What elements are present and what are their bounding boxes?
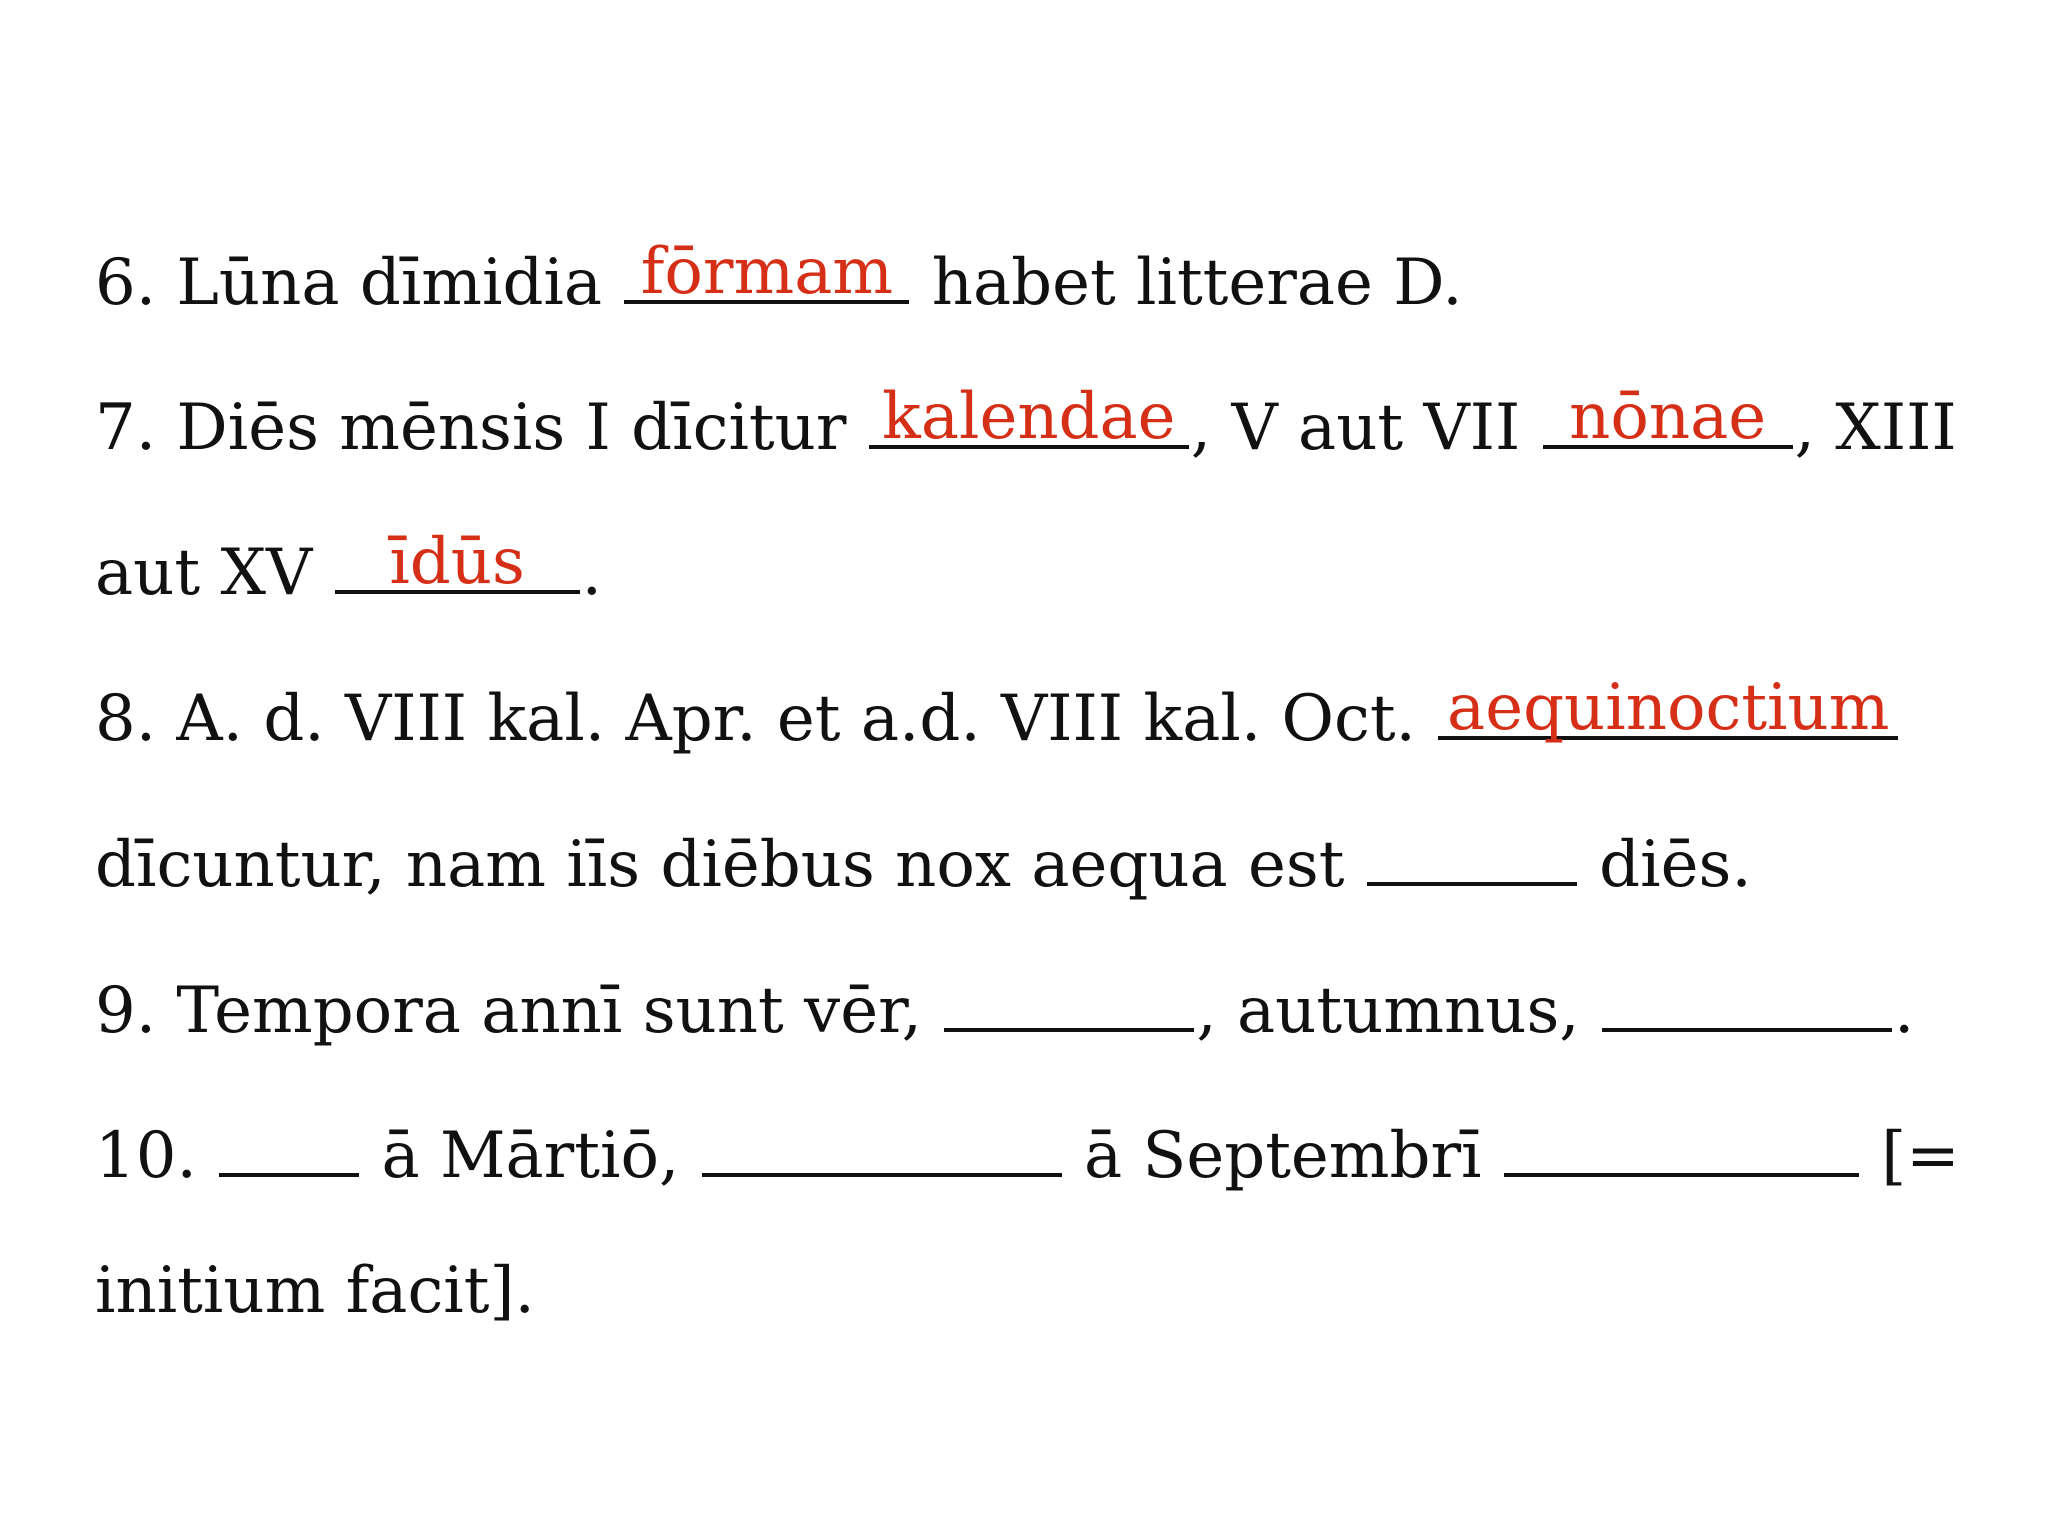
q7-middle-2: , XIII: [1794, 391, 1957, 465]
q10-blank-3[interactable]: [1504, 1113, 1859, 1177]
q9-blank-2[interactable]: [1602, 968, 1892, 1032]
q7-blank-2[interactable]: [1543, 380, 1793, 454]
q10-middle-1: ā Mārtiō,: [381, 1119, 680, 1193]
q10-line2: initium facit].: [95, 1254, 535, 1328]
q7-answer-1: kalendae: [882, 380, 1176, 454]
q7-answer-2: nōnae: [1569, 380, 1767, 454]
q7-blank-1[interactable]: [869, 380, 1189, 454]
question-10-line-2: [95, 1254, 535, 1328]
question-9-line: [95, 968, 1915, 1048]
question-7-line-2: [95, 525, 602, 610]
q10-suffix: [=: [1881, 1119, 1960, 1193]
q6-blank[interactable]: [624, 235, 909, 309]
question-10-line-1: [95, 1113, 1960, 1193]
q7-line2-suffix: .: [581, 536, 602, 610]
q8-prefix: 8. A. d. VIII kal. Apr. et a.d. VIII kal. Oct.: [95, 682, 1416, 756]
q6-suffix: habet litterae D.: [931, 246, 1463, 320]
q10-blank-1[interactable]: [219, 1113, 359, 1177]
q9-suffix: .: [1893, 974, 1915, 1048]
q6-answer: fōrmam: [640, 235, 894, 309]
q8-line2-suffix: diēs.: [1599, 828, 1752, 902]
question-8-line-2: [95, 822, 1752, 902]
q8-line2-prefix: dīcuntur, nam iīs diēbus nox aequa est: [95, 828, 1345, 902]
q7-middle-1: , V aut VII: [1190, 391, 1521, 465]
q7-answer-3: īdūs: [389, 525, 525, 599]
q10-middle-2: ā Septembrī: [1084, 1119, 1482, 1193]
question-7-line-1: [95, 380, 1957, 465]
q8-blank-1[interactable]: [1438, 671, 1898, 745]
q6-prefix: 6. Lūna dīmidia: [95, 246, 603, 320]
question-8-line-1: [95, 671, 1900, 756]
q7-prefix: 7. Diēs mēnsis I dīcitur: [95, 391, 847, 465]
q9-middle: , autumnus,: [1196, 974, 1580, 1048]
q8-blank-2[interactable]: [1367, 822, 1577, 886]
q7-line2-prefix: aut XV: [95, 536, 313, 610]
q10-blank-2[interactable]: [702, 1113, 1062, 1177]
q10-prefix: 10.: [95, 1119, 197, 1193]
q7-blank-3[interactable]: [335, 525, 580, 599]
q8-answer: aequinoctium: [1447, 671, 1890, 745]
q9-prefix: 9. Tempora annī sunt vēr,: [95, 974, 922, 1048]
q9-blank-1[interactable]: [944, 968, 1194, 1032]
question-6-line: [95, 235, 1463, 320]
